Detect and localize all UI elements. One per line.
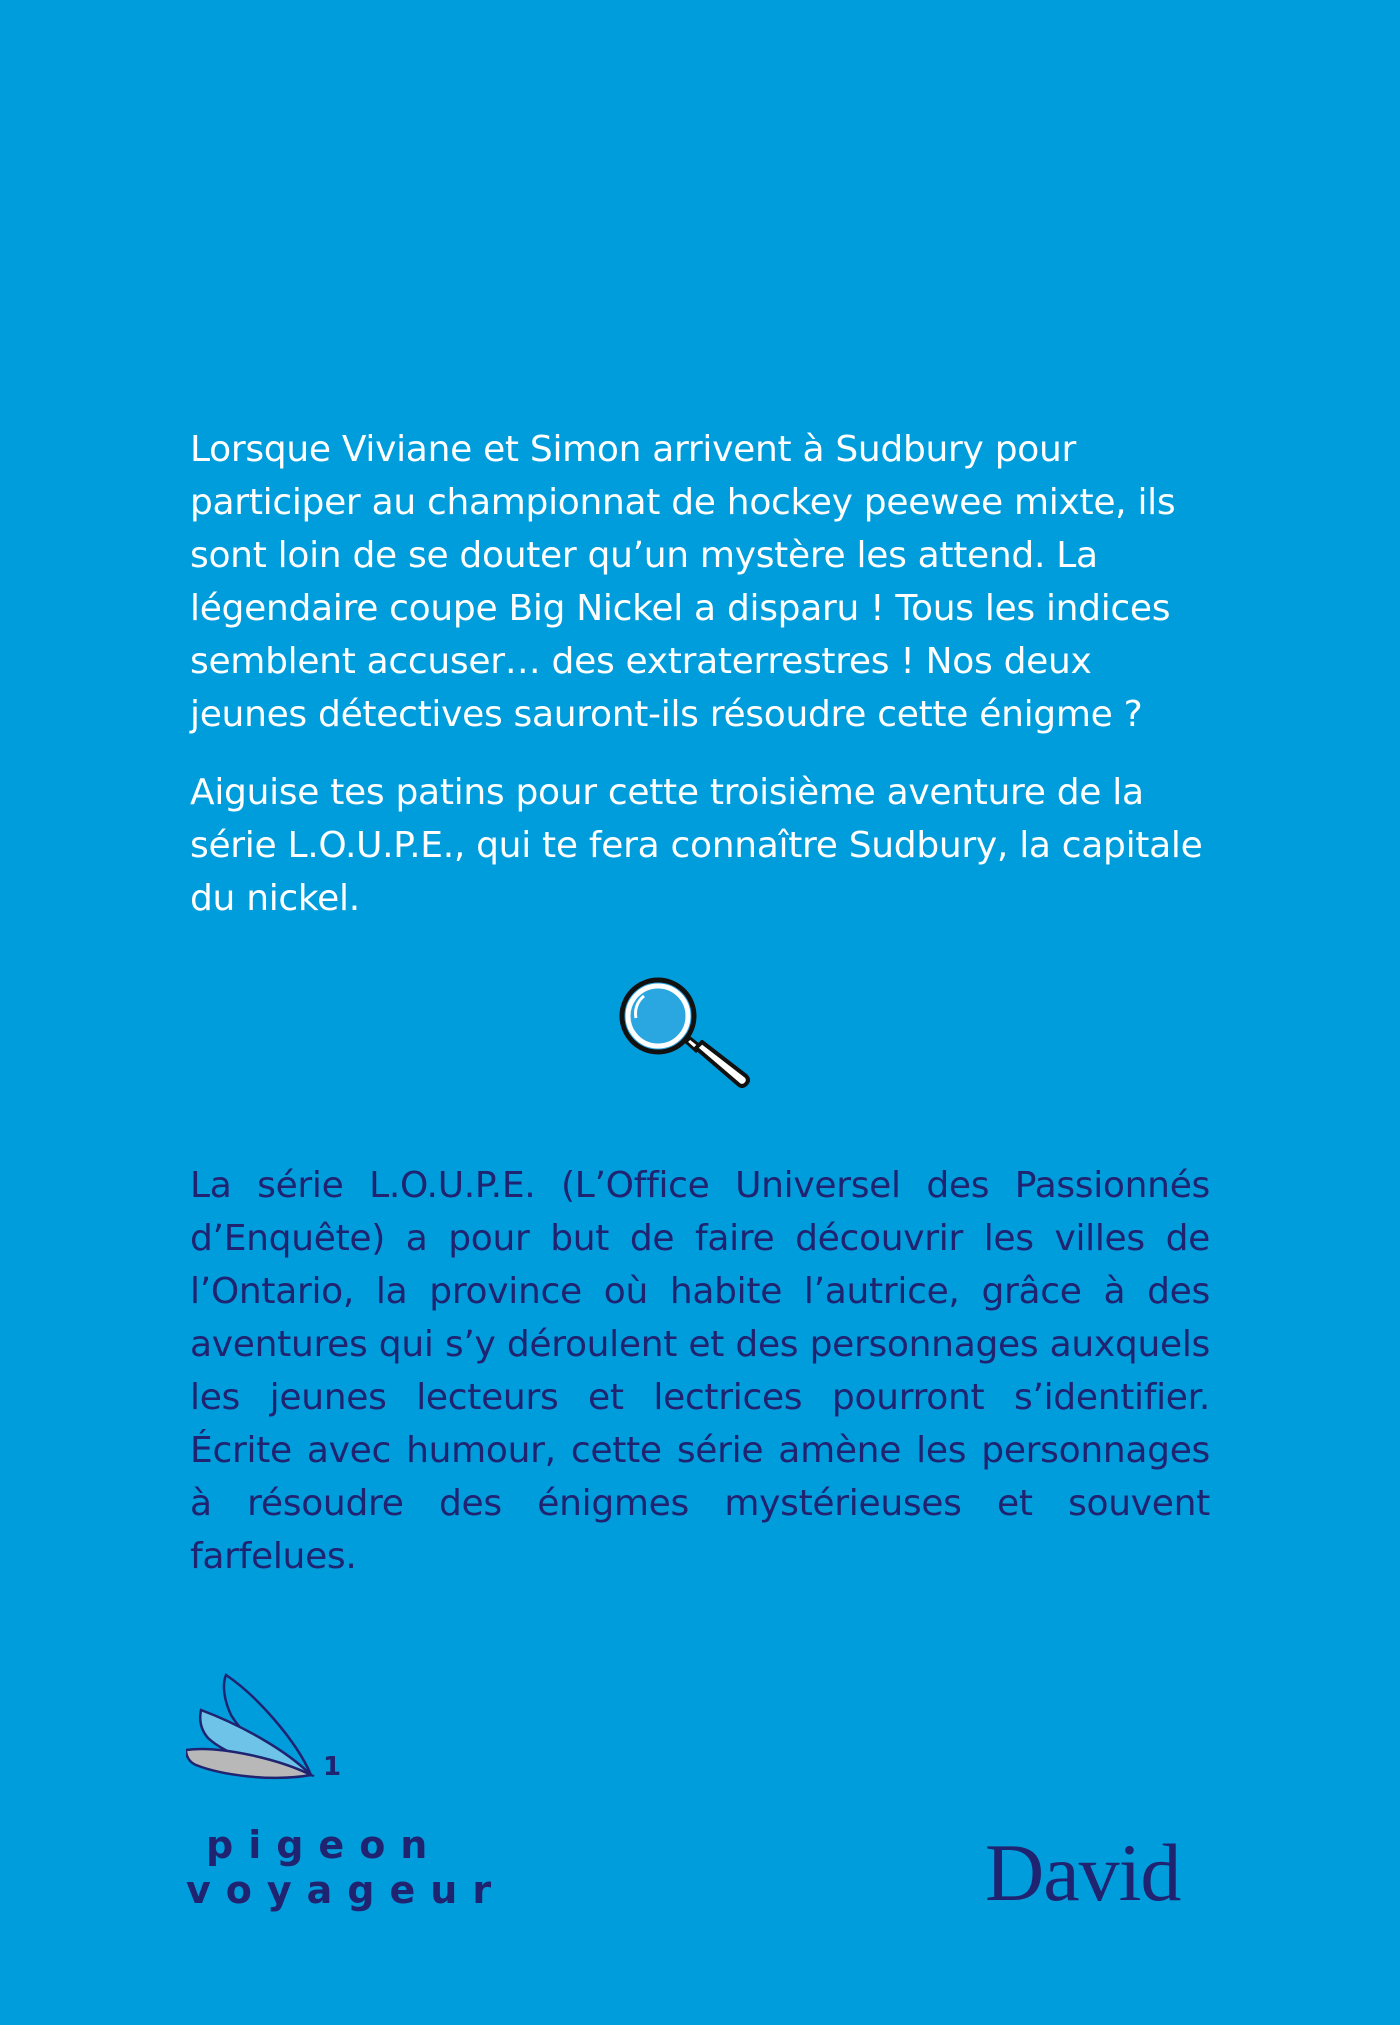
logo-word-voyageur: voyageur (186, 1868, 507, 1912)
magnifying-glass-icon (614, 972, 754, 1092)
pigeon-voyageur-logo (186, 1670, 507, 1920)
logo-word-pigeon: pigeon (206, 1823, 443, 1867)
level-number: 1 (323, 1752, 342, 1782)
publisher-logo: David (985, 1827, 1181, 1918)
series-description: La série L.O.U.P.E. (L’Office Universel des Passionnés d’Enquête) a pour but de faire découvrir les villes de l’Ontario, la province où habite l’autrice, grâce à des aventures qui s’y déroulent et des personnages auxquels les jeunes lecteurs et lectrices pourront s’identifier. Écrite avec humour, cette série amène les personnages à résoudre des énigmes mystérieuses et souvent farfelues. (190, 1165, 1210, 1577)
blurb-paragraph-1: Lorsque Viviane et Simon arrivent à Sudbury pour participer au championnat de hockey peewee mixte, ils sont loin de se douter qu’un mystère les attend. La légendaire coupe Big Nickel a disparu ! Tous les indices semblent accuser… des extraterrestres ! Nos deux jeunes détectives sauront-ils résoudre cette énigme ? (190, 429, 1176, 735)
blurb-paragraph-2: Aiguise tes patins pour cette troisième aventure de la série L.O.U.P.E., qui te fera connaître Sudbury, la capitale du nickel. (190, 772, 1203, 919)
wings-icon (186, 1670, 336, 1785)
